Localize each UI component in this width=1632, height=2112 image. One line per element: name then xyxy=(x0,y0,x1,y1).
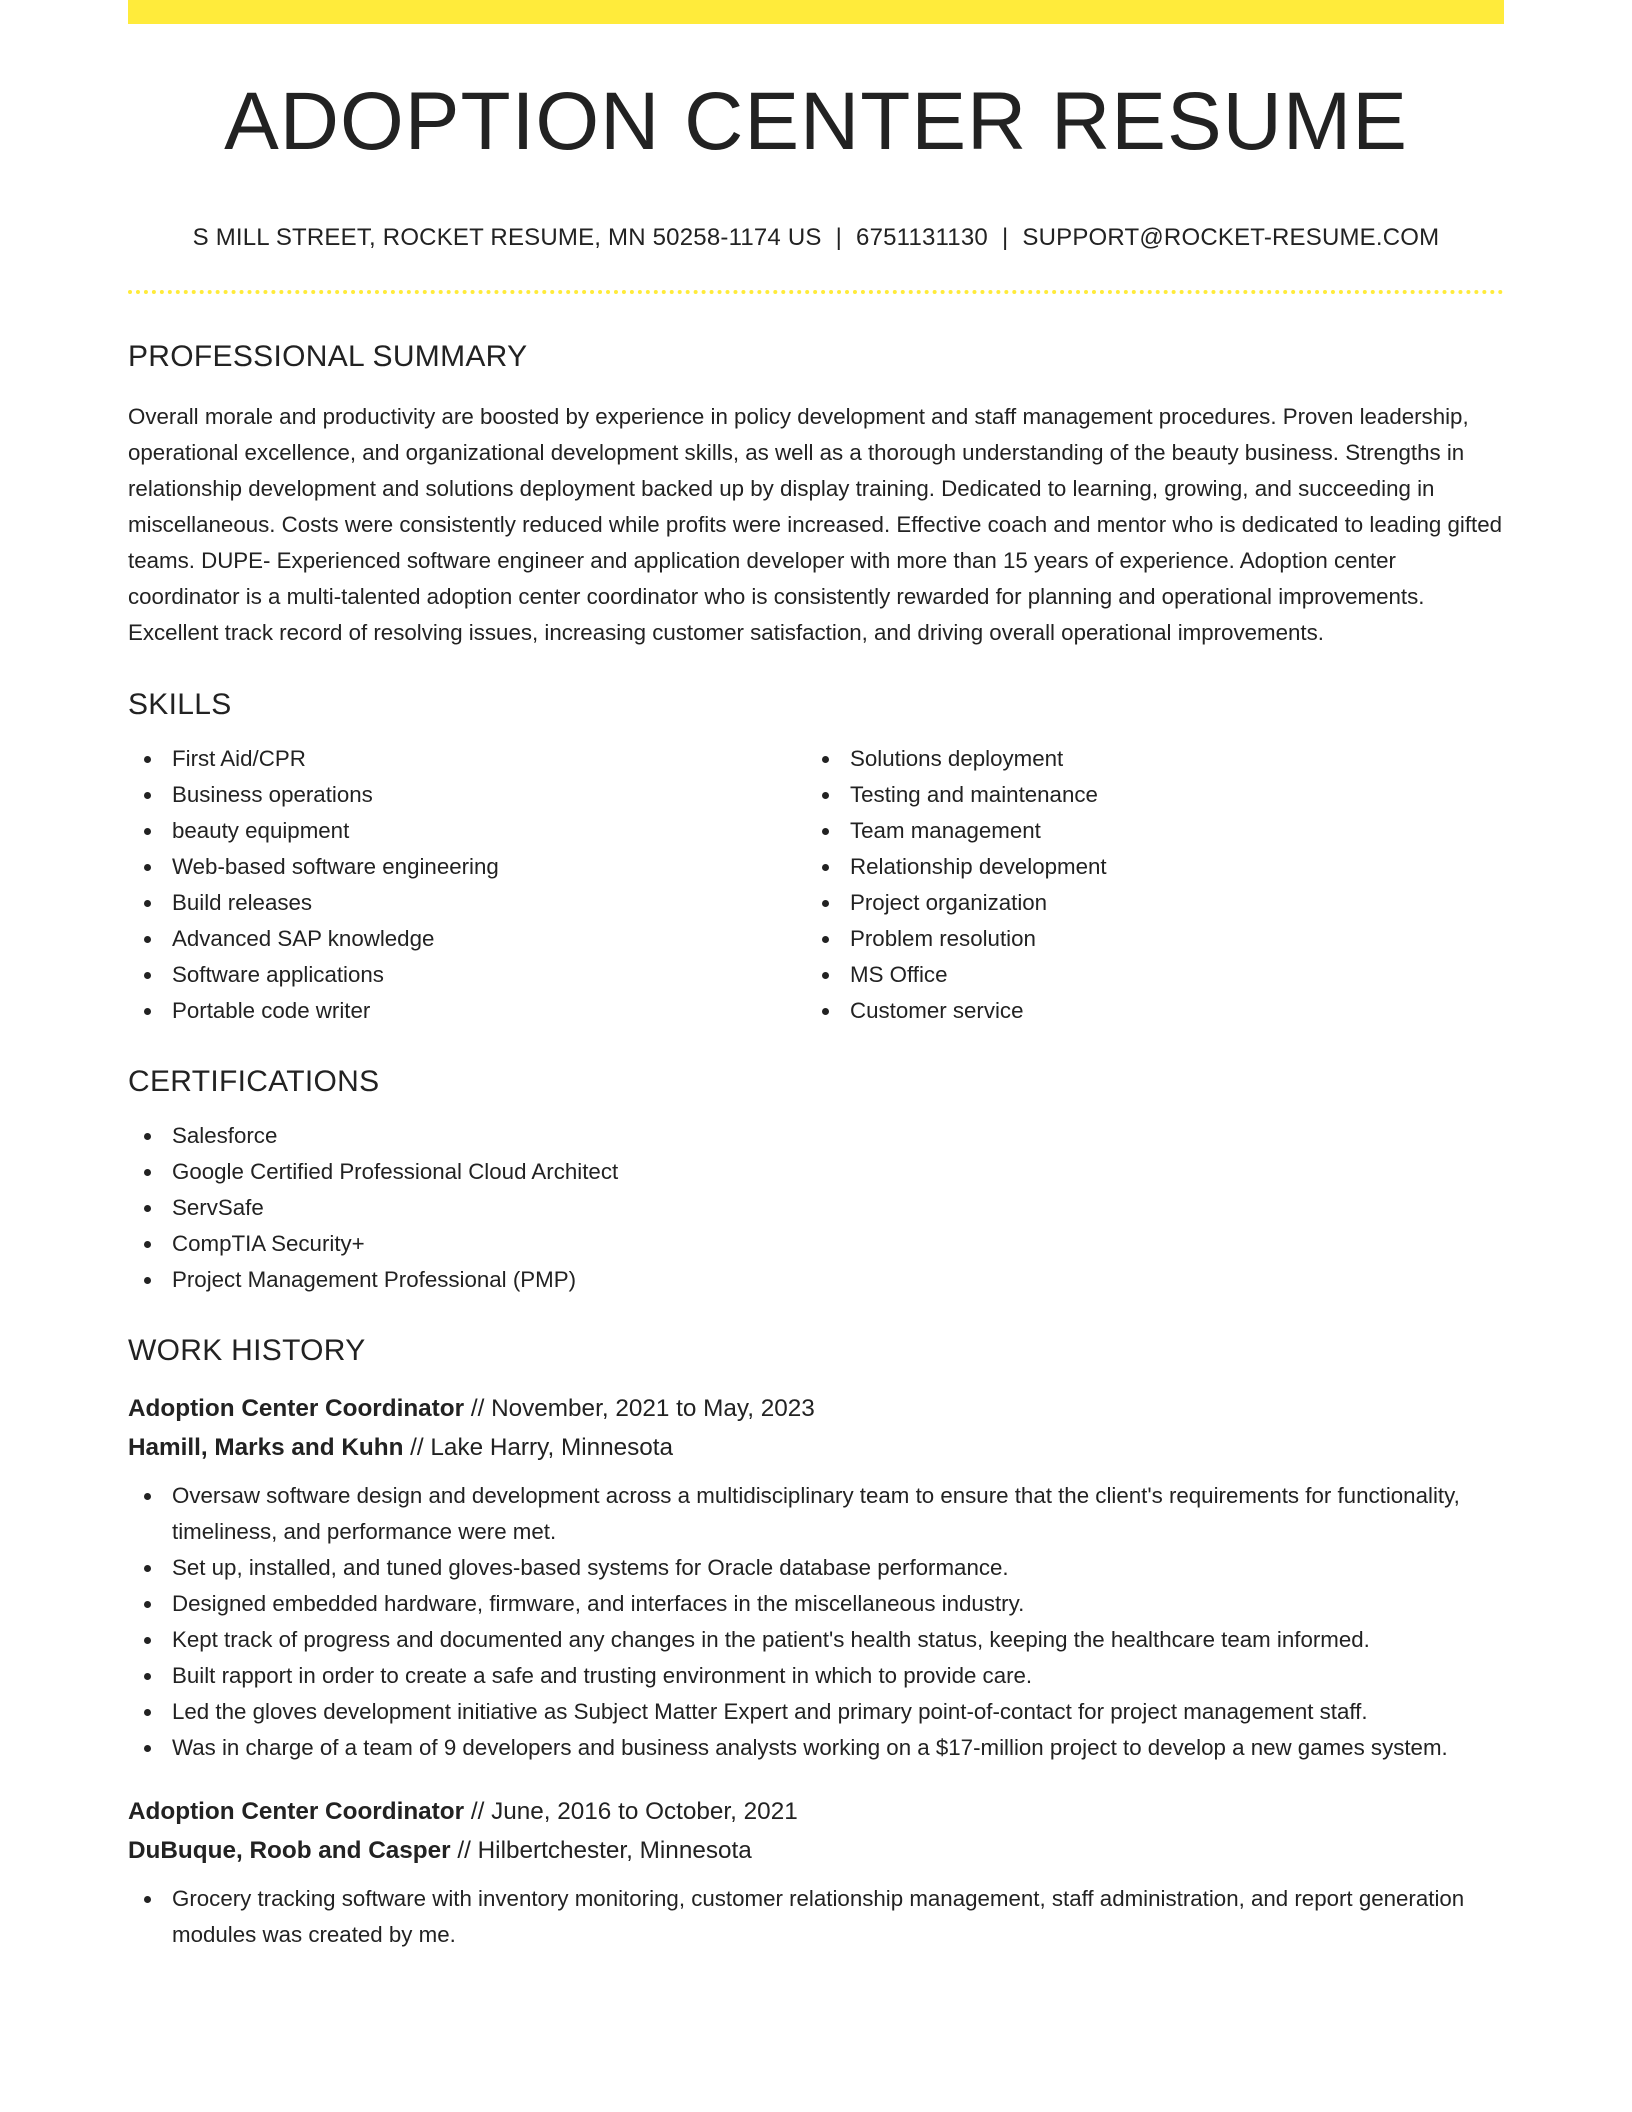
skill-item: Testing and maintenance xyxy=(806,777,1484,813)
summary-heading: PROFESSIONAL SUMMARY xyxy=(128,340,528,373)
skill-item: Portable code writer xyxy=(128,993,806,1029)
job-entry xyxy=(128,1389,1504,1766)
skill-item: Team management xyxy=(806,813,1484,849)
job-bullet: Was in charge of a team of 9 developers and business analysts working on a $17-million project to develop a new games system. xyxy=(128,1730,1504,1766)
job-title-line xyxy=(128,1389,1504,1428)
work-history-heading: WORK HISTORY xyxy=(128,1334,366,1367)
skill-item: Advanced SAP knowledge xyxy=(128,921,806,957)
job-title: Adoption Center Coordinator xyxy=(128,1395,465,1422)
job-location: // Lake Harry, Minnesota xyxy=(403,1434,674,1461)
contact-email: SUPPORT@ROCKET-RESUME.COM xyxy=(1022,224,1440,251)
skills-columns xyxy=(128,741,1504,1029)
job-dates: // June, 2016 to October, 2021 xyxy=(464,1798,798,1825)
contact-separator: | xyxy=(1001,224,1009,251)
skill-item: Project organization xyxy=(806,885,1484,921)
job-bullet: Set up, installed, and tuned gloves-based systems for Oracle database performance. xyxy=(128,1550,1504,1586)
certification-item: CompTIA Security+ xyxy=(128,1226,1504,1262)
certifications-list xyxy=(128,1118,1504,1298)
job-bullet: Kept track of progress and documented any changes in the patient's health status, keeping the healthcare team informed. xyxy=(128,1622,1504,1658)
skill-item: Customer service xyxy=(806,993,1484,1029)
work-history-section xyxy=(128,1336,1504,1953)
skill-item: Web-based software engineering xyxy=(128,849,806,885)
summary-text: Overall morale and productivity are boosted by experience in policy development and staff management procedures. Proven leadership, operational excellence, and organizational development skills, as well as a thorough understanding of the beauty business. Strengths in relationship development and solutions deployment backed up by display training. Dedicated to learning, growing, and succeeding in miscellaneous. Costs were consistently reduced while profits were increased. Effective coach and mentor who is dedicated to leading gifted teams. DUPE- Experienced software engineer and application developer with more than 15 years of experience. Adoption center coordinator is a multi-talented adoption center coordinator who is consistently rewarded for planning and operational improvements. Excellent track record of resolving issues, increasing customer satisfaction, and driving overall operational improvements. xyxy=(128,404,1503,645)
header-divider xyxy=(128,290,1504,294)
certification-item: Salesforce xyxy=(128,1118,1504,1154)
skill-item: Software applications xyxy=(128,957,806,993)
job-bullet: Grocery tracking software with inventory monitoring, customer relationship management, staff administration, and report generation modules was created by me. xyxy=(128,1881,1504,1953)
certifications-section xyxy=(128,1067,1504,1298)
job-bullets xyxy=(128,1478,1504,1766)
skills-list-right xyxy=(806,741,1484,1029)
job-location: // Hilbertchester, Minnesota xyxy=(450,1837,752,1864)
skill-item: Relationship development xyxy=(806,849,1484,885)
job-company-line xyxy=(128,1831,1504,1870)
skill-item: Build releases xyxy=(128,885,806,921)
certification-item: ServSafe xyxy=(128,1190,1504,1226)
resume-title: ADOPTION CENTER RESUME xyxy=(224,76,1408,167)
skill-item: Solutions deployment xyxy=(806,741,1484,777)
skill-item: Problem resolution xyxy=(806,921,1484,957)
skill-item: First Aid/CPR xyxy=(128,741,806,777)
job-bullet: Designed embedded hardware, firmware, and interfaces in the miscellaneous industry. xyxy=(128,1586,1504,1622)
job-title-line xyxy=(128,1792,1504,1831)
job-company: DuBuque, Roob and Casper xyxy=(128,1837,451,1864)
skills-list-left xyxy=(128,741,806,1029)
job-bullet: Led the gloves development initiative as Subject Matter Expert and primary point-of-contact for project management staff. xyxy=(128,1694,1504,1730)
job-bullets xyxy=(128,1881,1504,1953)
job-company-line xyxy=(128,1428,1504,1467)
contact-phone: 6751131130 xyxy=(856,224,988,251)
skills-heading: SKILLS xyxy=(128,688,232,721)
contact-address: S MILL STREET, ROCKET RESUME, MN 50258-1174 US xyxy=(192,224,822,251)
resume-page xyxy=(128,0,1504,1953)
job-bullet: Built rapport in order to create a safe and trusting environment in which to provide care. xyxy=(128,1658,1504,1694)
job-entry xyxy=(128,1792,1504,1953)
contact-separator: | xyxy=(835,224,843,251)
certification-item: Project Management Professional (PMP) xyxy=(128,1262,1504,1298)
certification-item: Google Certified Professional Cloud Architect xyxy=(128,1154,1504,1190)
job-dates: // November, 2021 to May, 2023 xyxy=(464,1395,815,1422)
contact-line xyxy=(128,226,1504,250)
skills-section xyxy=(128,690,1504,1029)
skill-item: MS Office xyxy=(806,957,1484,993)
job-company: Hamill, Marks and Kuhn xyxy=(128,1434,404,1461)
accent-bar xyxy=(128,0,1504,24)
certifications-heading: CERTIFICATIONS xyxy=(128,1065,380,1098)
job-title: Adoption Center Coordinator xyxy=(128,1798,465,1825)
skill-item: beauty equipment xyxy=(128,813,806,849)
summary-section xyxy=(128,342,1504,651)
job-bullet: Oversaw software design and development across a multidisciplinary team to ensure that the client's requirements for functionality, timeliness, and performance were met. xyxy=(128,1478,1504,1550)
skill-item: Business operations xyxy=(128,777,806,813)
